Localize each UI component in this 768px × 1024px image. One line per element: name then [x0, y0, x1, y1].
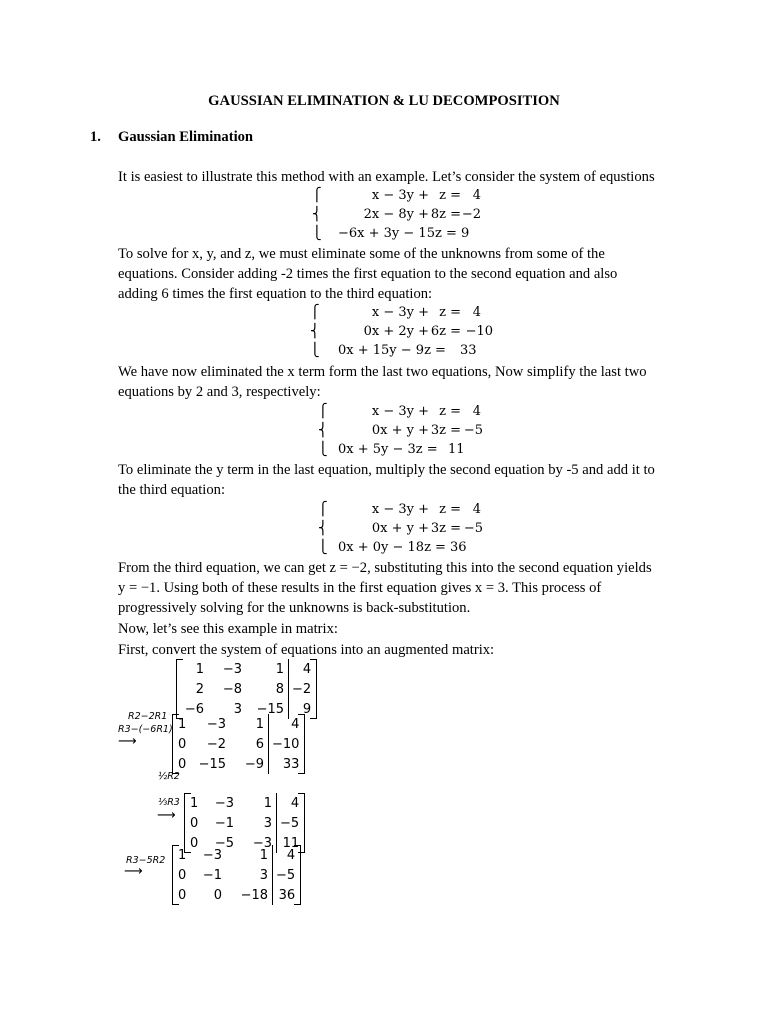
paragraph-line: adding 6 times the first equation to the third equation: [118, 286, 433, 302]
matrix-cell: 8 [275, 681, 284, 697]
left-bracket [172, 714, 179, 774]
eq-rhs: 11 [448, 442, 465, 457]
eq-lhs: 0x + y + [371, 521, 429, 536]
section-title: Gaussian Elimination [118, 129, 254, 145]
paragraph-line: progressively solving for the unknowns is back-substitution. [118, 600, 471, 616]
section-number: 1. [90, 129, 101, 145]
eq-rhs: −5 [463, 423, 483, 438]
eq-rhs: −5 [463, 521, 483, 536]
matrix-cell: 11 [277, 833, 304, 853]
matrix-cell: 4 [289, 659, 316, 679]
matrix-cell: 4 [273, 845, 300, 865]
matrix-cell: −2 [206, 736, 226, 752]
matrix-cell: −2 [289, 679, 316, 699]
eq-mid: 3z = [430, 521, 461, 536]
left-bracket [184, 793, 191, 853]
left-bracket [172, 845, 179, 905]
eq-lhs: 0x + 2y + [363, 324, 429, 339]
eq-lhs: x − 3y + [371, 188, 429, 203]
matrix-cell: −15 [198, 756, 226, 772]
eq-lhs: x − 3y + [371, 502, 429, 517]
arrow-icon: ⟶ [118, 734, 135, 749]
matrix-cell: 1 [259, 847, 268, 863]
matrix-cell: 9 [289, 699, 316, 719]
eq-lhs: 2x − 8y + [363, 207, 429, 222]
eq-lhs: 0x + 15y − 9z = [338, 343, 446, 358]
paragraph-line: To eliminate the y term in the last equation, multiply the second equation by -5 and add it to [118, 462, 655, 478]
eq-rhs: 4 [472, 404, 481, 419]
eq-rhs: 36 [450, 540, 467, 555]
paragraph-line: equations. Consider adding -2 times the first equation to the second equation and also [118, 266, 618, 282]
eq-rhs: −10 [465, 324, 493, 339]
eq-rhs: −2 [461, 207, 481, 222]
augmented-matrix-2 [174, 714, 303, 774]
augmented-matrix-3 [186, 793, 303, 853]
matrix-cell: 3 [259, 867, 268, 883]
matrix-cell: −10 [269, 734, 304, 754]
matrix-cell: −3 [202, 847, 222, 863]
matrix-cell: 0 [213, 887, 222, 903]
matrix-cell: 1 [275, 661, 284, 677]
augmented-matrix-4 [174, 845, 299, 905]
matrix-cell: −5 [214, 835, 234, 851]
eq-rhs: 4 [472, 305, 481, 320]
matrix-cell: −5 [273, 865, 300, 885]
matrix-cell: 36 [273, 885, 300, 905]
brace: ⎧ ⎨ ⎩ [312, 188, 322, 241]
paragraph-line: Now, let’s see this example in matrix: [118, 621, 338, 637]
matrix-cell: −8 [222, 681, 242, 697]
paragraph-line: To solve for x, y, and z, we must eliminate some of the unknowns from some of the [118, 246, 605, 262]
brace: ⎧ ⎨ ⎩ [318, 502, 328, 555]
right-bracket [294, 845, 301, 905]
row-operation-label: R2−2R1 [128, 711, 168, 722]
matrix-cell: 0 [190, 835, 199, 851]
arrow-icon: ⟶ [157, 808, 174, 823]
matrix-cell: 1 [255, 716, 264, 732]
paragraph-line: We have now eliminated the x term form the last two equations, Now simplify the last two [118, 364, 647, 380]
right-bracket [310, 659, 317, 719]
matrix-cell: 3 [233, 701, 242, 717]
matrix-cell: 3 [263, 815, 272, 831]
matrix-cell: 1 [178, 847, 187, 863]
paragraph-line: From the third equation, we can get z = −2, substituting this into the second equation yields [118, 560, 652, 576]
row-operation-label: R3−5R2 [126, 855, 166, 866]
matrix-cell: 1 [190, 795, 199, 811]
paragraph-line: First, convert the system of equations into an augmented matrix: [118, 642, 495, 658]
paragraph-line: equations by 2 and 3, respectively: [118, 384, 321, 400]
eq-lhs: x − 3y + [371, 305, 429, 320]
left-bracket [176, 659, 183, 719]
matrix-cell: −15 [256, 701, 284, 717]
matrix-cell: −3 [214, 795, 234, 811]
eq-mid: 3z = [430, 423, 461, 438]
eq-mid: z = [439, 188, 461, 203]
eq-rhs: 9 [461, 226, 470, 241]
eq-mid: 8z = [430, 207, 461, 222]
matrix-cell: −9 [244, 756, 264, 772]
right-bracket [298, 714, 305, 774]
paragraph-line: the third equation: [118, 482, 225, 498]
matrix-cell: −1 [214, 815, 234, 831]
eq-rhs: 33 [460, 343, 477, 358]
row-operation-label: ½R2 [158, 771, 180, 782]
matrix-cell: −3 [252, 835, 272, 851]
matrix-cell: −3 [222, 661, 242, 677]
eq-lhs: 0x + y + [371, 423, 429, 438]
matrix-cell: −1 [202, 867, 222, 883]
page-title: GAUSSIAN ELIMINATION & LU DECOMPOSITION [208, 93, 560, 109]
matrix-cell: 4 [269, 714, 304, 734]
eq-lhs: 0x + 5y − 3z = [338, 442, 438, 457]
matrix-cell: 6 [255, 736, 264, 752]
eq-lhs: x − 3y + [371, 404, 429, 419]
row-operation-label: ⅓R3 [158, 797, 180, 808]
eq-mid: z = [439, 502, 461, 517]
matrix-cell: 1 [263, 795, 272, 811]
augmented-matrix-1 [178, 659, 315, 719]
right-bracket [298, 793, 305, 853]
eq-rhs: 4 [472, 502, 481, 517]
row-operation-label: R3−(−6R1) [118, 724, 173, 735]
eq-rhs: 4 [472, 188, 481, 203]
matrix-cell: 33 [269, 754, 304, 774]
matrix-cell: 0 [178, 736, 187, 752]
matrix-cell: 0 [178, 887, 187, 903]
eq-mid: z = [439, 305, 461, 320]
brace: ⎧ ⎨ ⎩ [310, 305, 320, 358]
matrix-cell: 1 [195, 661, 204, 677]
matrix-cell: 4 [277, 793, 304, 813]
matrix-cell: 0 [190, 815, 199, 831]
paragraph-line: y = −1. Using both of these results in the first equation gives x = 3. This process of [118, 580, 602, 596]
matrix-cell: 2 [195, 681, 204, 697]
matrix-cell: −3 [206, 716, 226, 732]
matrix-cell: −18 [240, 887, 268, 903]
matrix-cell: 0 [178, 867, 187, 883]
matrix-cell: −6 [184, 701, 204, 717]
eq-mid: z = [439, 404, 461, 419]
eq-lhs: 0x + 0y − 18z = [338, 540, 446, 555]
matrix-cell: 0 [178, 756, 187, 772]
matrix-cell: 1 [178, 716, 187, 732]
arrow-icon: ⟶ [124, 864, 141, 879]
eq-lhs: −6x + 3y − 15z = [338, 226, 457, 241]
paragraph-intro: It is easiest to illustrate this method with an example. Let’s consider the system of equstions [118, 169, 655, 185]
matrix-cell: −5 [277, 813, 304, 833]
brace: ⎧ ⎨ ⎩ [318, 404, 328, 457]
eq-mid: 6z = [430, 324, 461, 339]
